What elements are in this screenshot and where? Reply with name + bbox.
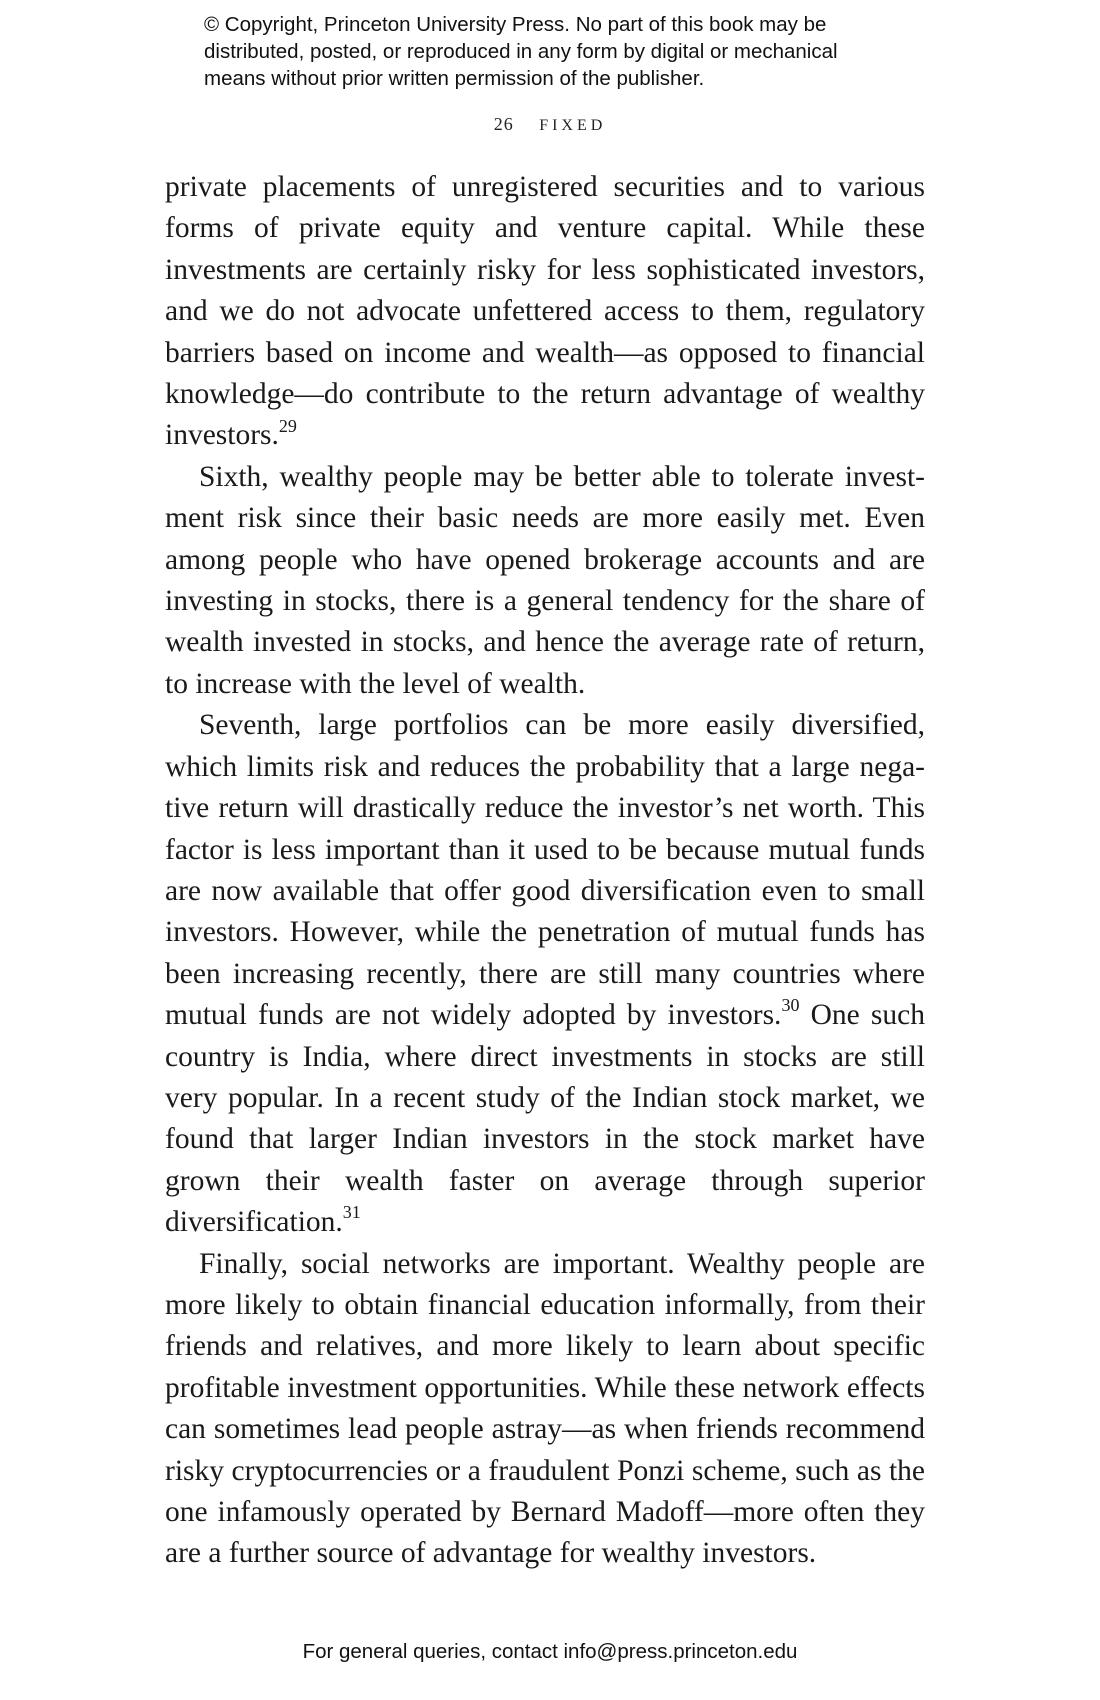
copyright-line: © Copyright, Princeton University Press. No part of this book may be xyxy=(204,13,827,36)
paragraph-text: Seventh, large portfolios can be more easily diversified, which limits risk and reduces the probability that a large negative return will drastically reduce the investor’s net worth. This factor is less important than it used to be because mutual funds are now available that offer good diversification even to small investors. However, while the penetration of mutual funds has been increasing recently, there are still many countries where mutual funds are not widely adopted by investors. xyxy=(165,709,925,1032)
body-text xyxy=(165,167,925,1575)
footnote-ref: 29 xyxy=(278,415,297,436)
footnote-ref: 31 xyxy=(342,1202,361,1223)
paragraph xyxy=(165,457,925,705)
footnote-ref: 30 xyxy=(781,995,800,1016)
copyright-line: means without prior written permission of the publisher. xyxy=(204,67,705,90)
running-head xyxy=(0,114,1100,135)
paragraph-text: Finally, social networks are important. Wealthy people are more likely to obtain financial education informally, from their friends and relatives, and more likely to learn about specific profitable investment opportunities. While these network effects can sometimes lead people astray—as when friends recommend risky cryptocurrencies or a fraudulent Ponzi scheme, such as the one infamously operated by Bernard Madoff—more often they are a further source of advantage for wealthy investors. xyxy=(165,1247,925,1570)
copyright-line: distributed, posted, or reproduced in any form by digital or mechanical xyxy=(204,40,838,63)
paragraph xyxy=(165,167,925,457)
paragraph xyxy=(165,1244,925,1575)
copyright-notice xyxy=(204,11,964,92)
page-number: 26 xyxy=(493,114,514,134)
paragraph xyxy=(165,705,925,1243)
paragraph-text: Sixth, wealthy people may be better able to tolerate investment risk since their basic needs are more easily met. Even among people who have opened brokerage accounts and are investing in stocks, there is a general tendency for the share of wealth invested in stocks, and hence the average rate of return, to increase with the level of wealth. xyxy=(165,460,925,700)
footer-contact: For general queries, contact info@press.princeton.edu xyxy=(302,1640,798,1663)
paragraph-text: One such country is India, where direct investments in stocks are still very popular. In a recent study of the Indian stock market, we found that larger Indian investors in the stock market have grown their wealth faster on average through superior diversification. xyxy=(165,999,925,1239)
paragraph-text: private placements of unregistered securities and to various forms of private equity and venture capital. While these investments are certainly risky for less sophisticated investors, and we do not advocate unfettered access to them, regulatory barriers based on income and wealth—as opposed to financial knowledge—do contribute to the return advantage of wealthy investors. xyxy=(165,171,925,452)
chapter-title: FIXED xyxy=(539,117,607,134)
